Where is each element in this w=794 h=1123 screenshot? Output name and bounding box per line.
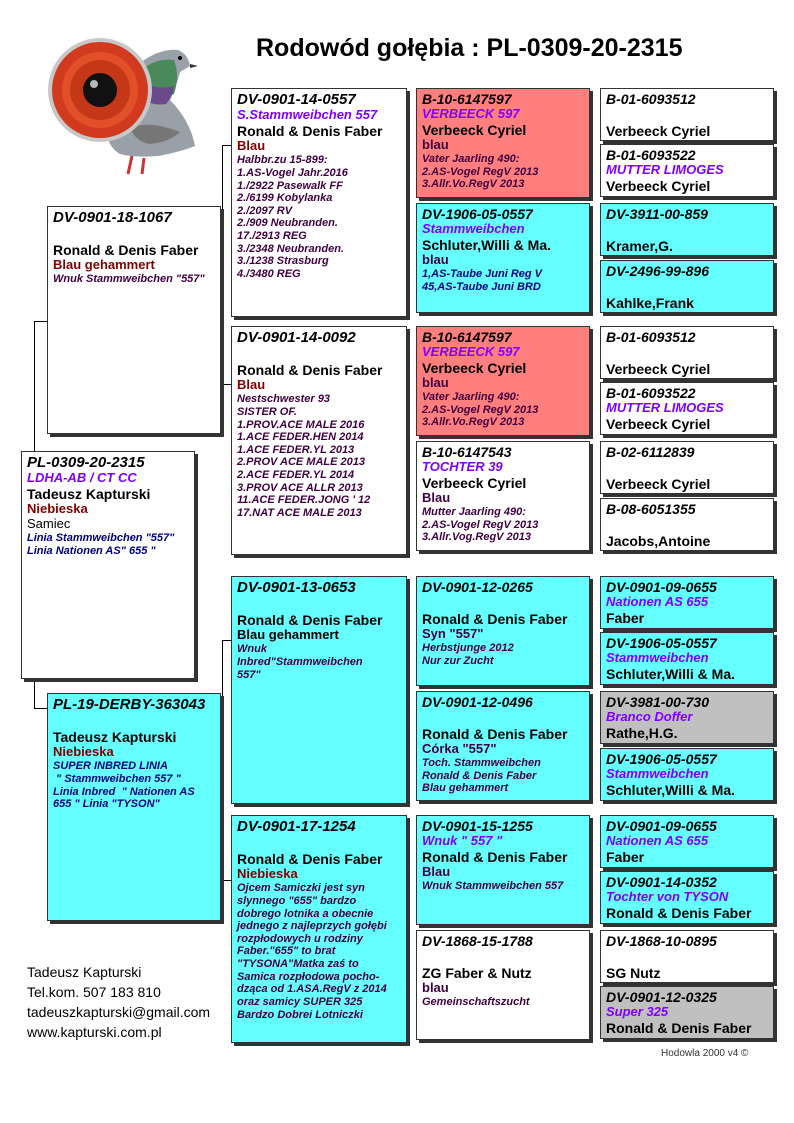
- ggp-card-2[interactable]: [416, 203, 590, 313]
- mother-card[interactable]: [47, 693, 221, 921]
- contact-phone: Tel.kom. 507 183 810: [27, 984, 161, 1000]
- ggp-card-6[interactable]: [416, 691, 590, 801]
- connector-line: [222, 640, 223, 880]
- ring-number: DV-1906-05-0557: [422, 206, 533, 222]
- ring-number: DV-0901-14-0557: [237, 91, 356, 108]
- pigeon-notes: Ojcem Samiczki jest syn slynnego "655" bardzo dobrego lotnika a obecnie jednego z najleprzych gołębi rozpłodowych u rodziny Faber."655" to brat "TYSONA"Matka zaś to Samica rozpłodowa pocho- dząca od 1.ASA.RegV z 2014 oraz samicy SUPER 325 Bardzo Dobrei Lotniczki: [237, 882, 387, 1021]
- pigeon-color: Syn "557": [422, 626, 484, 642]
- ring-number: DV-0901-12-0265: [422, 579, 533, 595]
- owner-name: Ronald & Denis Faber: [606, 1020, 752, 1037]
- pigeon-name: VERBEECK 597: [422, 344, 520, 360]
- ring-number: DV-2496-99-896: [606, 263, 709, 279]
- owner-name: SG Nutz: [606, 965, 661, 982]
- g4-card-2[interactable]: [600, 144, 774, 197]
- owner-name: Tadeusz Kapturski: [53, 729, 177, 746]
- g4-card-4[interactable]: [600, 260, 774, 313]
- grandmother-maternal-card[interactable]: [231, 815, 407, 1043]
- software-footer: Hodowla 2000 v4 ©: [661, 1048, 749, 1059]
- g4-card-9[interactable]: [600, 576, 774, 629]
- owner-name: Kramer,G.: [606, 238, 673, 255]
- pigeon-name: Stammweibchen: [606, 650, 709, 666]
- owner-name: Ronald & Denis Faber: [606, 905, 752, 922]
- connector-line: [222, 145, 223, 385]
- connector-line: [34, 321, 47, 322]
- pigeon-notes: Wnuk Inbred"Stammweibchen 557": [237, 643, 363, 681]
- g4-card-13[interactable]: [600, 815, 774, 868]
- ring-number: B-02-6112839: [606, 444, 695, 460]
- pigeon-name: S.Stammweibchen 557: [237, 107, 378, 123]
- ring-number: B-10-6147597: [422, 91, 512, 107]
- pigeon-notes: Wnuk Stammweibchen "557": [53, 273, 205, 286]
- owner-name: Verbeeck Cyriel: [422, 122, 527, 139]
- pigeon-name: LDHA-AB / CT CC: [27, 470, 137, 486]
- g4-card-5[interactable]: [600, 326, 774, 379]
- ring-number: DV-0901-09-0655: [606, 818, 717, 834]
- ring-number: DV-1868-15-1788: [422, 933, 533, 949]
- owner-name: Ronald & Denis Faber: [422, 611, 568, 628]
- pigeon-color: Blau: [237, 138, 266, 154]
- owner-name: Schluter,Willi & Ma.: [606, 782, 736, 799]
- subject-pigeon-card[interactable]: [21, 451, 195, 679]
- ggp-card-3[interactable]: [416, 326, 590, 436]
- owner-name: Verbeeck Cyriel: [422, 475, 527, 492]
- ring-number: B-10-6147543: [422, 444, 512, 460]
- pigeon-color: blau: [422, 137, 449, 153]
- owner-name: Faber: [606, 849, 645, 866]
- ring-number: DV-0901-14-0092: [237, 329, 356, 346]
- g4-card-15[interactable]: [600, 930, 774, 983]
- g4-card-10[interactable]: [600, 632, 774, 685]
- ring-number: B-01-6093522: [606, 385, 696, 401]
- owner-name: Verbeeck Cyriel: [606, 416, 711, 433]
- pigeon-notes: Toch. Stammweibchen Ronald & Denis Faber Blau gehammert: [422, 757, 541, 795]
- pigeon-name: Nationen AS 655: [606, 833, 709, 849]
- owner-name: Verbeeck Cyriel: [606, 361, 711, 378]
- connector-line: [222, 640, 231, 641]
- ring-number: DV-1868-10-0895: [606, 933, 717, 949]
- ring-number: B-01-6093512: [606, 329, 696, 345]
- connector-line: [222, 384, 231, 385]
- owner-name: Verbeeck Cyriel: [422, 360, 527, 377]
- pigeon-name: MUTTER LIMOGES: [606, 162, 724, 178]
- g4-card-3[interactable]: [600, 203, 774, 256]
- pigeon-notes: 1,AS-Taube Juni Reg V 45,AS-Taube Juni BRD: [422, 268, 543, 293]
- grandmother-paternal-card[interactable]: [231, 326, 407, 555]
- contact-name: Tadeusz Kapturski: [27, 964, 142, 980]
- connector-line: [34, 708, 47, 709]
- connector-line: [222, 145, 231, 146]
- pigeon-color: Blau: [422, 864, 451, 880]
- g4-card-7[interactable]: [600, 441, 774, 494]
- pigeon-notes: Wnuk Stammweibchen 557: [422, 880, 564, 893]
- ring-number: DV-1906-05-0557: [606, 635, 717, 651]
- contact-email[interactable]: tadeuszkapturski@gmail.com: [27, 1004, 211, 1020]
- ggp-card-4[interactable]: [416, 441, 590, 551]
- ring-number: B-10-6147597: [422, 329, 512, 345]
- pigeon-color: Niebieska: [27, 501, 88, 517]
- owner-name: Ronald & Denis Faber: [237, 851, 383, 868]
- ring-number: DV-0901-12-0325: [606, 989, 717, 1005]
- ring-number: DV-1906-05-0557: [606, 751, 717, 767]
- grandfather-paternal-card[interactable]: [231, 88, 407, 317]
- pigeon-name: Stammweibchen: [422, 221, 525, 237]
- ring-number: DV-0901-15-1255: [422, 818, 533, 834]
- connector-line: [222, 880, 231, 881]
- ring-number: DV-3911-00-859: [606, 206, 708, 222]
- owner-name: Ronald & Denis Faber: [237, 362, 383, 379]
- pigeon-notes: Linia Stammweibchen "557" Linia Nationen AS" 655 ": [27, 532, 175, 557]
- pigeon-name: MUTTER LIMOGES: [606, 400, 724, 416]
- contact-website[interactable]: www.kapturski.com.pl: [27, 1024, 162, 1040]
- g4-card-16[interactable]: [600, 986, 774, 1039]
- ring-number: PL-19-DERBY-363043: [53, 696, 206, 713]
- ring-number: B-01-6093522: [606, 147, 696, 163]
- owner-name: Verbeeck Cyriel: [606, 178, 711, 195]
- ggp-card-8[interactable]: [416, 930, 590, 1040]
- pigeon-name: Super 325: [606, 1004, 669, 1020]
- pigeon-notes: Mutter Jaarling 490: 2.AS-Vogel RegV 2013 3.Allr.Vog.RegV 2013: [422, 506, 539, 544]
- pigeon-sex: Samiec: [27, 516, 71, 532]
- pigeon-color: Niebieska: [53, 744, 114, 760]
- page-title: Rodowód gołębia : PL-0309-20-2315: [256, 34, 683, 62]
- breeder-contact: [27, 962, 210, 1042]
- ring-number: B-01-6093512: [606, 91, 696, 107]
- g4-card-1[interactable]: [600, 88, 774, 141]
- pigeon-name: Tochter von TYSON: [606, 889, 729, 905]
- owner-name: Schluter,Willi & Ma.: [606, 666, 736, 683]
- grandfather-maternal-card[interactable]: [231, 576, 407, 804]
- pigeon-name: Nationen AS 655: [606, 594, 709, 610]
- pigeon-notes: Herbstjunge 2012 Nur zur Zucht: [422, 642, 514, 667]
- ring-number: DV-0901-12-0496: [422, 694, 533, 710]
- owner-name: Rathe,H.G.: [606, 725, 678, 742]
- pigeon-eye-logo: [40, 28, 200, 178]
- pigeon-notes: Vater Jaarling 490: 2.AS-Vogel RegV 2013 3.Allr.Vo.RegV 2013: [422, 153, 539, 191]
- owner-name: Verbeeck Cyriel: [606, 476, 711, 493]
- pigeon-color: Blau: [237, 377, 266, 393]
- owner-name: Jacobs,Antoine: [606, 533, 711, 550]
- ggp-card-1[interactable]: [416, 88, 590, 198]
- pigeon-name: VERBEECK 597: [422, 106, 520, 122]
- pigeon-color: Blau gehammert: [237, 627, 339, 643]
- g4-card-11[interactable]: [600, 691, 774, 744]
- ring-number: DV-0901-18-1067: [53, 209, 172, 226]
- g4-card-12[interactable]: [600, 748, 774, 801]
- pigeon-notes: Halbbr.zu 15-899: 1.AS-Vogel Jahr.2016 1./2922 Pasewalk FF 2./6199 Kobylanka 2./2097 RV 2./909 Neubranden. 17./2913 REG 3./2348 Neubranden. 3./1238 Strasburg 4./3480 REG: [237, 154, 348, 280]
- owner-name: Schluter,Willi & Ma.: [422, 237, 552, 254]
- pigeon-color: Blau: [422, 490, 451, 506]
- ring-number: DV-0901-09-0655: [606, 579, 717, 595]
- pigeon-name: Branco Doffer: [606, 709, 693, 725]
- pigeon-color: Blau gehammert: [53, 257, 155, 273]
- owner-name: Ronald & Denis Faber: [422, 849, 568, 866]
- pigeon-name: TOCHTER 39: [422, 459, 503, 475]
- ring-number: B-08-6051355: [606, 501, 696, 517]
- ring-number: DV-0901-17-1254: [237, 818, 356, 835]
- ring-number: DV-0901-13-0653: [237, 579, 356, 596]
- pigeon-color: blau: [422, 252, 449, 268]
- ggp-card-5[interactable]: [416, 576, 590, 686]
- ring-number: DV-3981-00-730: [606, 694, 709, 710]
- owner-name: Ronald & Denis Faber: [237, 612, 383, 629]
- pigeon-color: blau: [422, 375, 449, 391]
- pigeon-color: Niebieska: [237, 866, 298, 882]
- pigeon-color: blau: [422, 980, 449, 996]
- pigeon-notes: SUPER INBRED LINIA " Stammweibchen 557 " Linia Inbred " Nationen AS 655 " Linia "TYSON": [53, 760, 195, 811]
- pigeon-notes: Nestschwester 93 SISTER OF. 1.PROV.ACE MALE 2016 1.ACE FEDER.HEN 2014 1.ACE FEDER.YL 2013 2.PROV ACE MALE 2013 2.ACE FEDER.YL 2014 3.PROV ACE ALLR 2013 11.ACE FEDER.JONG ' 12 17.NAT ACE MALE 2013: [237, 393, 371, 520]
- connector-line: [34, 321, 35, 453]
- father-card[interactable]: [47, 206, 221, 434]
- owner-name: Ronald & Denis Faber: [422, 726, 568, 743]
- owner-name: Verbeeck Cyriel: [606, 123, 711, 140]
- pigeon-notes: Gemeinschaftszucht: [422, 996, 530, 1009]
- owner-name: Ronald & Denis Faber: [53, 242, 199, 259]
- g4-card-14[interactable]: [600, 871, 774, 924]
- owner-name: ZG Faber & Nutz: [422, 965, 532, 982]
- ring-number: PL-0309-20-2315: [27, 454, 145, 471]
- owner-name: Ronald & Denis Faber: [237, 123, 383, 140]
- ring-number: DV-0901-14-0352: [606, 874, 717, 890]
- g4-card-6[interactable]: [600, 382, 774, 435]
- g4-card-8[interactable]: [600, 498, 774, 551]
- pigeon-notes: Vater Jaarling 490: 2.AS-Vogel RegV 2013 3.Allr.Vo.RegV 2013: [422, 391, 539, 429]
- pigeon-color: Córka "557": [422, 741, 497, 757]
- owner-name: Faber: [606, 610, 645, 627]
- ggp-card-7[interactable]: [416, 815, 590, 925]
- pigeon-name: Wnuk " 557 ": [422, 833, 503, 849]
- owner-name: Tadeusz Kapturski: [27, 486, 151, 503]
- owner-name: Kahlke,Frank: [606, 295, 694, 312]
- pigeon-name: Stammweibchen: [606, 766, 709, 782]
